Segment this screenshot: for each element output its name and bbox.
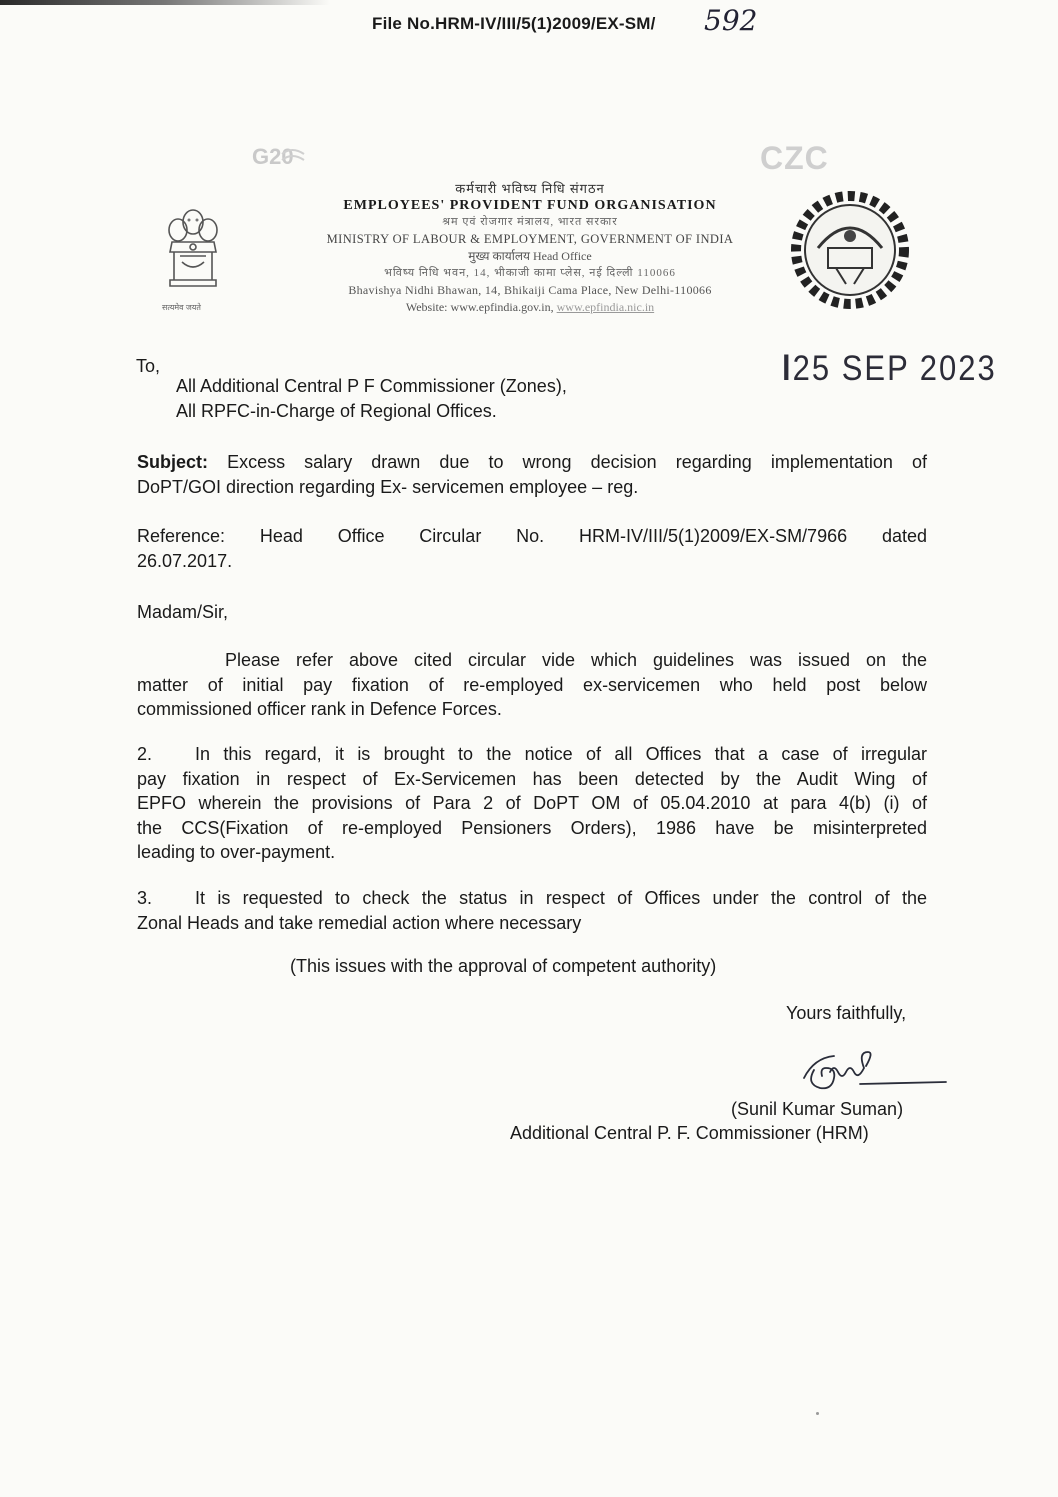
- date-stamp-value: 25 SEP 2023: [792, 348, 997, 389]
- website-label: Website:: [405, 300, 448, 314]
- reference-text-2: 26.07.2017.: [137, 550, 233, 571]
- g20-logo-text: G20: [252, 144, 294, 169]
- subject-line-1: [137, 450, 927, 475]
- para2-text-1: In this regard, it is brought to the notice of all Offices that a case of irregular: [195, 744, 927, 764]
- emblem-caption: सत्यमेव जयते: [162, 303, 201, 312]
- subject-text-1: Excess salary drawn due to wrong decision regarding implementation of: [227, 452, 927, 472]
- state-emblem-icon: [158, 200, 228, 312]
- para1-line-2: matter of initial pay fixation of re-employed ex-servicemen who held post below: [137, 674, 927, 695]
- para1-line-3: commissioned officer rank in Defence Forces.: [137, 699, 502, 719]
- reference-text-1: Head Office Circular No. HRM-IV/III/5(1)2009/EX-SM/7966 dated: [259, 526, 927, 546]
- scan-speck: [816, 1412, 819, 1415]
- org-name-hindi: कर्मचारी भविष्य निधि संगठन: [455, 181, 605, 196]
- date-stamp: [782, 348, 997, 389]
- subject-label: Subject:: [137, 452, 209, 472]
- g20-logo-icon: [250, 140, 320, 180]
- address-hindi: भविष्य निधि भवन, 14, भीकाजी कामा प्लेस, नई दिल्ली 110066: [384, 267, 676, 279]
- para2-line-5: leading to over-payment.: [137, 842, 336, 862]
- signatory-name: (Sunil Kumar Suman): [731, 1099, 904, 1119]
- date-stamp-prefix: l: [782, 348, 793, 389]
- paragraph-2: [137, 742, 927, 865]
- head-office-line: [250, 248, 810, 265]
- subject: [137, 450, 927, 499]
- ministry-hindi: श्रम एवं रोजगार मंत्रालय, भारत सरकार: [442, 216, 618, 228]
- para3-number: 3.: [137, 888, 153, 908]
- para2-line-3: EPFO wherein the provisions of Para 2 of DoPT OM of 05.04.2010 at para 4(b) (i) of: [137, 793, 927, 813]
- paragraph-3: [137, 886, 927, 935]
- file-number: File No.HRM-IV/III/5(1)2009/EX-SM/: [372, 14, 656, 33]
- para3-text-1: It is requested to check the status in respect of Offices under the control of the: [195, 888, 927, 908]
- salutation: Madam/Sir,: [137, 602, 229, 622]
- subject-text-2: DoPT/GOI direction regarding Ex- servicemen employee – reg.: [137, 476, 639, 497]
- reference-line-1: [137, 524, 927, 549]
- closing: Yours faithfully,: [786, 1003, 907, 1023]
- para2-line-2: pay fixation in respect of Ex-Servicemen has been detected by the Audit Wing of: [137, 768, 927, 789]
- addressee-1: All Additional Central P F Commissioner (Zones),: [176, 376, 567, 396]
- signature-icon: [800, 1048, 950, 1094]
- addressee-2: All RPFC-in-Charge of Regional Offices.: [176, 401, 497, 421]
- website-link-2[interactable]: www.epfindia.nic.in: [556, 300, 655, 314]
- para2-line-1: [137, 742, 927, 767]
- reference-label: Reference:: [137, 526, 226, 546]
- head-office-label: Head Office: [532, 249, 592, 263]
- file-number-handwritten: 592: [704, 4, 758, 37]
- letterhead: [250, 180, 810, 316]
- para3-line-2: Zonal Heads and take remedial action where necessary: [137, 912, 582, 933]
- ministry-name: MINISTRY OF LABOUR & EMPLOYMENT, GOVERNMENT OF INDIA: [326, 232, 734, 246]
- address: Bhavishya Nidhi Bhawan, 14, Bhikaiji Cama Place, New Delhi-110066: [348, 283, 712, 297]
- epfo-logo-icon: [788, 188, 912, 312]
- paragraph-1: [137, 648, 927, 722]
- letter-to: To,: [136, 356, 161, 376]
- head-office-hindi: मुख्य कार्यालय: [468, 249, 530, 263]
- para2-number: 2.: [137, 744, 153, 764]
- website-link-1[interactable]: www.epfindia.gov.in,: [450, 300, 554, 314]
- scan-edge-mark: [0, 0, 330, 5]
- website-line: [250, 299, 810, 316]
- org-name: EMPLOYEES' PROVIDENT FUND ORGANISATION: [343, 198, 717, 213]
- para1-line-1: Please refer above cited circular vide which guidelines was issued on the: [225, 650, 927, 670]
- czc-watermark: CZC: [760, 140, 829, 176]
- reference: [137, 524, 927, 573]
- para2-line-4: the CCS(Fixation of re-employed Pensioners Orders), 1986 have be misinterpreted: [137, 817, 927, 838]
- para3-line-1: [137, 886, 927, 911]
- approval-note: (This issues with the approval of competent authority): [290, 956, 717, 976]
- signatory-designation: Additional Central P. F. Commissioner (HRM): [510, 1123, 869, 1143]
